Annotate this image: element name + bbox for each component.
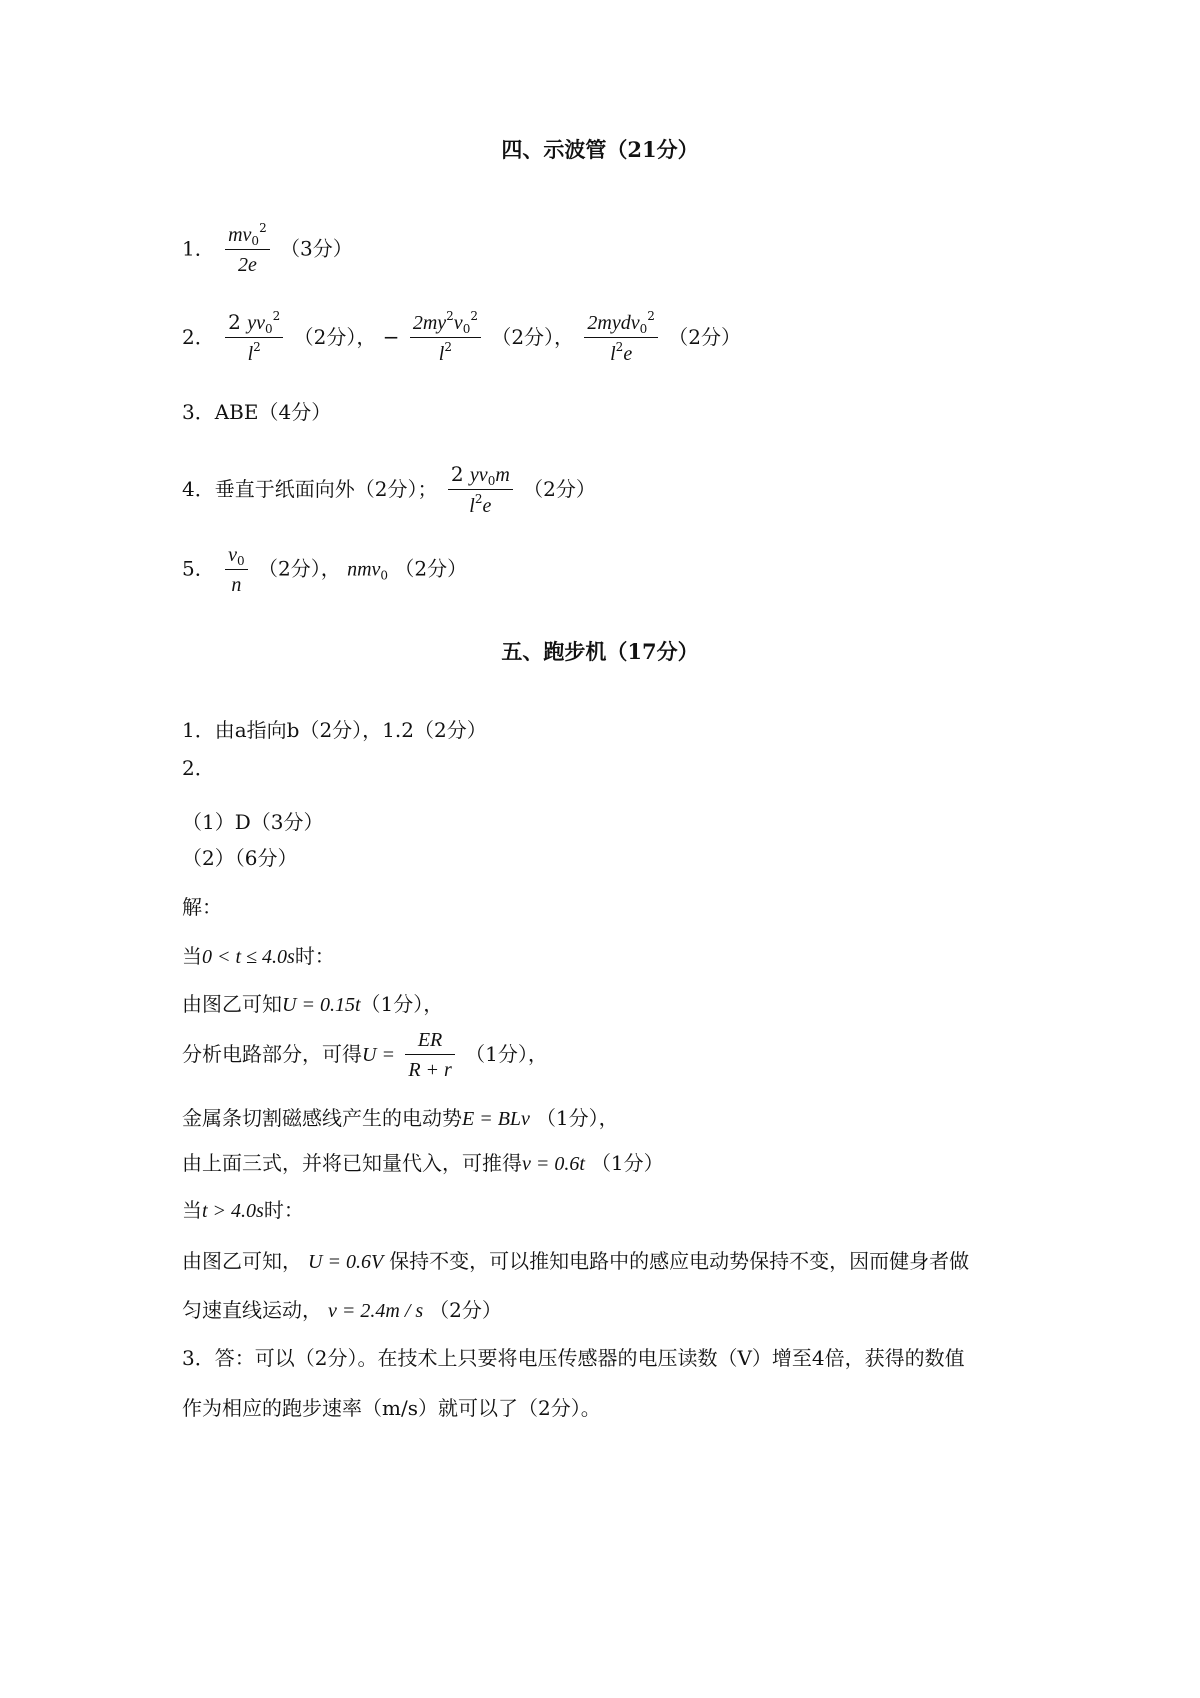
solution-line-7: 由图乙可知， U = 0.6V 保持不变，可以推知电路中的感应电动势保持不变，因而健身者做 [182, 1249, 970, 1273]
expression: nmv [347, 558, 381, 581]
math: 0 < t ≤ 4.0s [202, 946, 295, 968]
minus-sign: − [382, 325, 400, 349]
item-number: 5． [182, 556, 215, 581]
item-number: 1． [182, 236, 215, 261]
solution-line-4: 金属条切割磁感线产生的电动势E = BLv （1分）， [182, 1106, 619, 1130]
score-a: （2分）， [257, 556, 341, 581]
math: U = [362, 1044, 395, 1066]
math: U = 0.6V [308, 1251, 384, 1273]
section-5-title: 五、跑步机（17分） [501, 639, 699, 664]
answer-5-1: 1．由a指向b（2分），1.2（2分） [182, 718, 487, 742]
fraction: $\frac{mv_0^2}{2e}$ [225, 222, 270, 278]
math: v = 2.4m / s [328, 1300, 424, 1322]
fraction-a: $\frac{2 yv_0^2}{l^2}$ [225, 310, 283, 367]
answer-4-4 [182, 462, 596, 519]
answer-text: 垂直于纸面向外（2分）； [214, 477, 438, 501]
answer-5-3-line-2: 作为相应的跑步速率（m/s）就可以了（2分）。 [182, 1396, 601, 1420]
solution-line-5: 由上面三式，并将已知量代入，可推得v = 0.6t （1分） [182, 1151, 664, 1175]
solution-line-6: 当t > 4.0s时： [182, 1198, 304, 1222]
section-4-title: 四、示波管（21分） [501, 137, 699, 162]
math: U = 0.15t [282, 994, 361, 1016]
item-number: 4． [182, 477, 215, 501]
solution-label: 解： [182, 895, 222, 919]
score: （2分） [523, 477, 596, 501]
solution-line-2: 由图乙可知U = 0.15t（1分）， [182, 992, 444, 1016]
expression-subscript: 0 [380, 568, 389, 583]
math: t > 4.0s [202, 1200, 264, 1222]
answer-5-2-1: （1）D（3分） [182, 810, 324, 834]
solution-line-3: 分析电路部分，可得U = $\frac{ER}{R + r}$ （1分）， [182, 1029, 548, 1081]
score-a: （2分）， [293, 325, 377, 349]
answer-4-2 [182, 310, 741, 367]
score-b: （2分）， [491, 325, 575, 349]
item-number: 2． [182, 325, 215, 349]
math: E = BLv [462, 1108, 530, 1130]
fraction-c: $\frac{2mydv_0^2}{l^2e}$ [584, 310, 657, 367]
math: v = 0.6t [522, 1153, 585, 1175]
fraction: $\frac{v_0}{n}$ [225, 542, 248, 598]
score-b: （2分） [394, 556, 468, 581]
fraction: $\frac{2 yv_0m}{l^2e}$ [448, 462, 513, 519]
answer-4-5 [182, 542, 467, 598]
score: （3分） [280, 236, 353, 261]
fraction-b: $\frac{2my^2v_0^2}{l^2}$ [410, 310, 481, 367]
answer-text: ABE（4分） [214, 400, 332, 424]
answer-5-3-line-1: 3．答：可以（2分）。在技术上只要将电压传感器的电压读数（V）增至4倍，获得的数值 [182, 1346, 965, 1370]
answer-5-2-2: （2）（6分） [182, 846, 298, 870]
solution-line-1: 当0 < t ≤ 4.0s时： [182, 944, 335, 968]
score-c: （2分） [668, 325, 741, 349]
solution-line-8: 匀速直线运动， v = 2.4m / s （2分） [182, 1298, 502, 1322]
answer-4-1 [182, 222, 353, 278]
item-number: 3． [182, 400, 215, 424]
answer-5-2: 2． [182, 756, 215, 780]
answer-4-3 [182, 398, 331, 426]
fraction: $\frac{ER}{R + r}$ [405, 1028, 455, 1083]
